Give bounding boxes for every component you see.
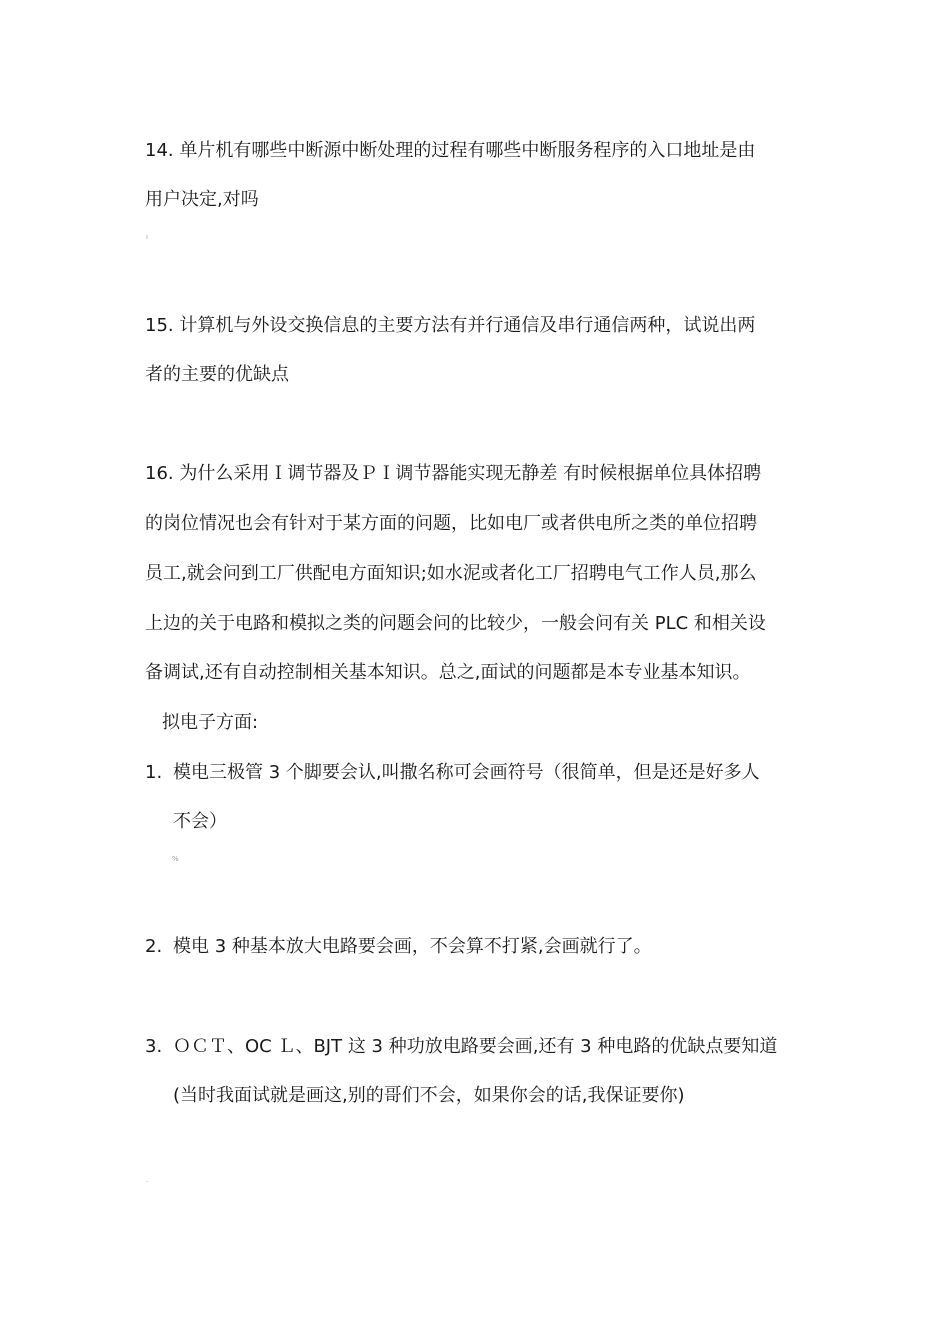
stray-mark: %: [172, 855, 179, 863]
q15-line-2: 者的主要的优缺点: [145, 364, 289, 385]
item-1-line-2: 不会）: [173, 811, 227, 832]
item-3-number: 3.: [145, 1036, 163, 1057]
q16-line-4: 上边的关于电路和模拟之类的问题会问的比较少，一般会问有关 PLC 和相关设: [145, 613, 766, 634]
q16-line-1: 16. 为什么采用Ｉ调节器及ＰＩ调节器能实现无静差 有时候根据单位具体招聘: [145, 463, 762, 484]
item-3-line-1: ＯＣＴ、OC Ｌ、BJT 这 3 种功放电路要会画,还有 3 种电路的优缺点要知道: [173, 1036, 778, 1057]
q16-line-2: 的岗位情况也会有针对于某方面的问题，比如电厂或者供电所之类的单位招聘: [145, 513, 757, 534]
item-2-number: 2.: [145, 936, 163, 957]
q14-line-2: 用户决定,对吗: [145, 189, 259, 210]
stray-mark: .: [146, 1176, 149, 1184]
q16-line-3: 员工,就会问到工厂供配电方面知识;如水泥或者化工厂招聘电气工作人员,那么: [145, 563, 757, 584]
item-1-line-1: 模电三极管 3 个脚要会认,叫撒名称可会画符号（很简单，但是还是好多人: [173, 762, 760, 783]
analog-section-heading: 拟电子方面:: [162, 712, 259, 733]
q14-line-1: 14. 单片机有哪些中断源中断处理的过程有哪些中断服务程序的入口地址是由: [145, 140, 756, 161]
stray-mark: ı: [146, 233, 148, 241]
item-3-line-2: (当时我面试就是画这,别的哥们不会，如果你会的话,我保证要你): [173, 1085, 685, 1106]
q15-line-1: 15. 计算机与外设交换信息的主要方法有并行通信及串行通信两种，试说出两: [145, 315, 756, 336]
item-1-number: 1.: [145, 762, 163, 783]
item-2-line-1: 模电 3 种基本放大电路要会画，不会算不打紧,会画就行了。: [173, 936, 652, 957]
q16-line-5: 备调试,还有自动控制相关基本知识。总之,面试的问题都是本专业基本知识。: [145, 662, 751, 683]
